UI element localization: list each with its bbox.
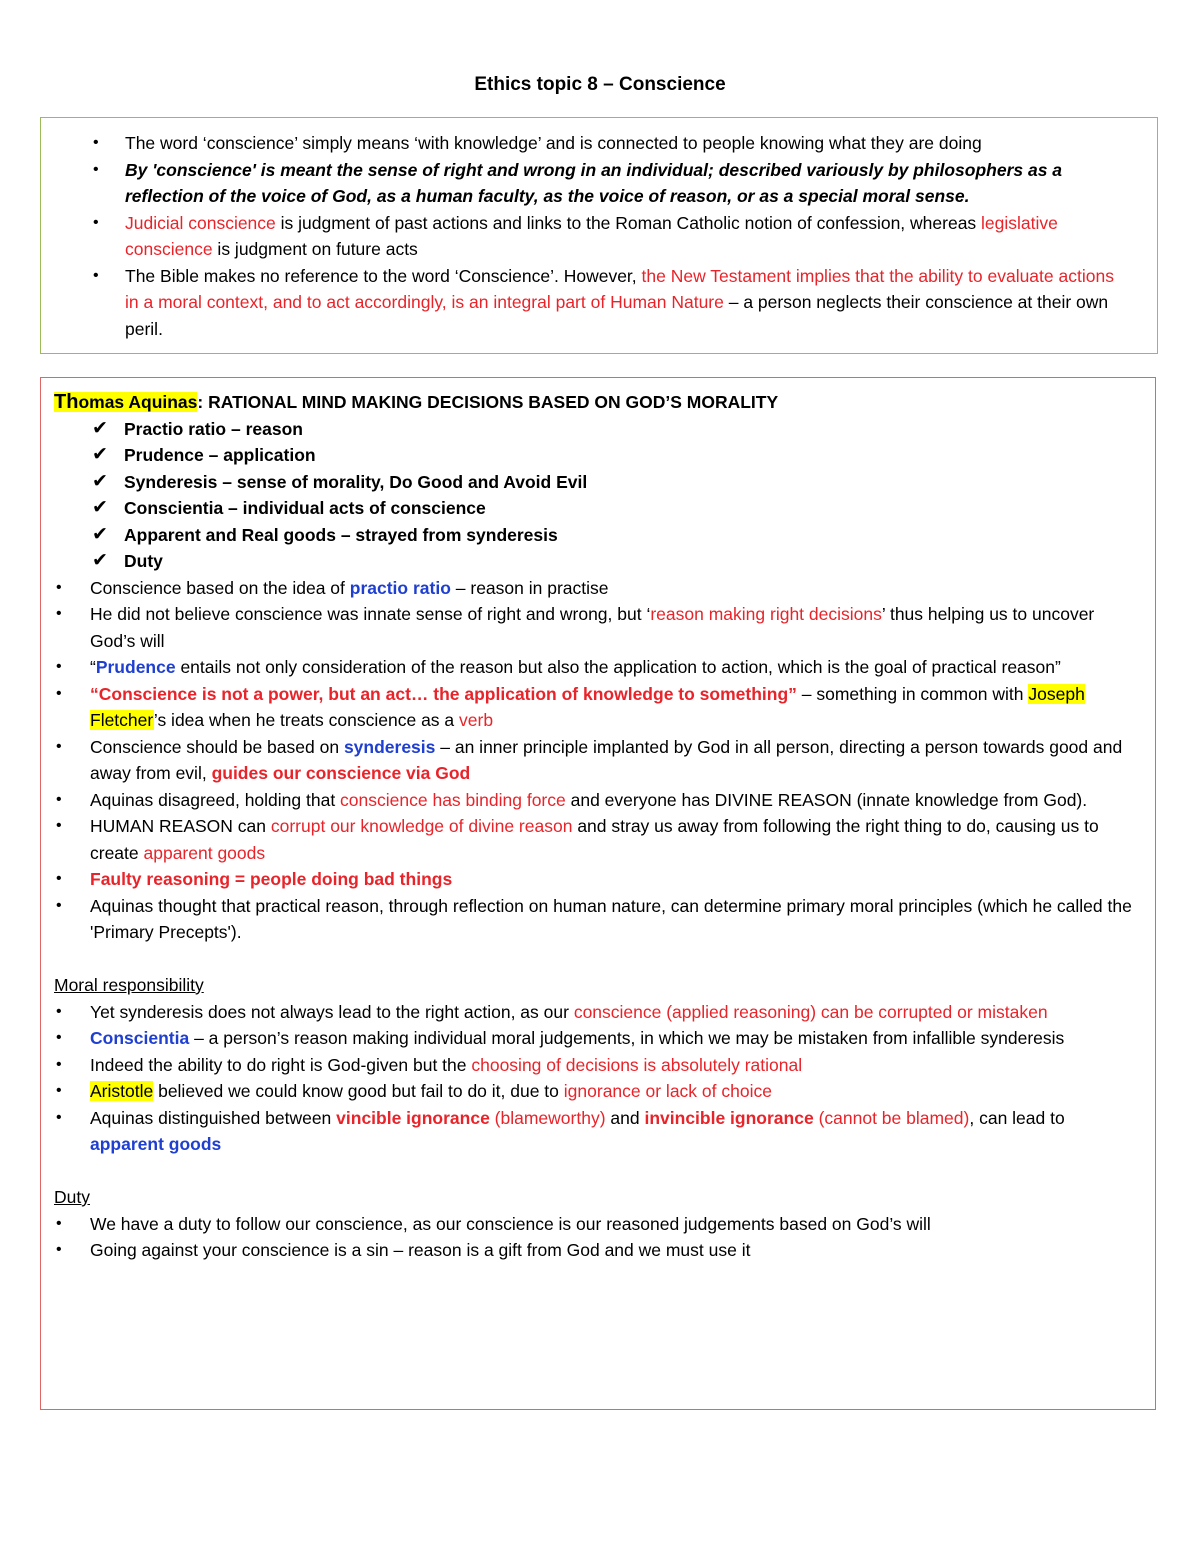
text-run: Conscience should be based on [90, 736, 344, 757]
text-run: – a person neglects their conscience at their own peril. [125, 292, 1109, 339]
duty-points [54, 1211, 1141, 1264]
bullet-item [54, 866, 1141, 893]
bullet-item [93, 130, 1127, 157]
text-run: corrupt our knowledge of divine reason [270, 816, 573, 836]
text-run: and everyone has DIVINE REASON (innate knowledge from God). [565, 789, 1088, 810]
text-run: Judicial conscience [125, 212, 276, 233]
bullet-icon: • [56, 1241, 62, 1258]
aquinas-box [40, 377, 1156, 1410]
text-run: ’ thus helping us to uncover God’s will [90, 604, 1095, 651]
tick-item: ✔ Duty [54, 548, 1141, 575]
text-run: , can lead to [969, 1107, 1065, 1128]
bullet-item [54, 1052, 1141, 1079]
text-run: verb [459, 710, 494, 730]
bullet-icon: • [56, 817, 62, 834]
text-run: invincible ignorance [644, 1107, 814, 1128]
bullet-item [54, 1105, 1141, 1158]
text-run: Aquinas thought that practical reason, through reflection on human nature, can determine primary moral principles (which he called the 'Primary Precepts'). [90, 895, 1132, 942]
text-run: – a person’s reason making individual moral judgements, in which we may be mistaken from infallible synderesis [189, 1028, 1065, 1048]
text-run: believed we could know good but fail to do it, due to [153, 1081, 564, 1101]
text-run: Faulty reasoning = people doing bad things [90, 869, 453, 889]
bullet-item [54, 681, 1141, 734]
bullet-item [54, 1025, 1141, 1052]
bullet-item [54, 601, 1141, 654]
document-title: Ethics topic 8 – Conscience [474, 74, 726, 95]
text-run: and stray us away from following the right thing to do, causing us to create [90, 816, 1099, 863]
text-run: Conscience based on the idea of [90, 577, 350, 598]
checkmark-icon: ✔ [92, 417, 108, 439]
checkmark-icon: ✔ [92, 550, 108, 571]
text-run: ignorance or lack of choice [563, 1081, 772, 1101]
bullet-item [54, 734, 1141, 787]
bullet-icon: • [56, 658, 62, 675]
bullet-item [93, 210, 1127, 263]
text-run: “Conscience is not a power, but an act… the application of knowledge to something” [90, 683, 797, 704]
text-run: “ [90, 657, 96, 677]
text-run: Indeed the ability to do right is God-given but the [90, 1054, 472, 1075]
text-run: is judgment on future acts [212, 239, 418, 259]
checkmark-icon: ✔ [92, 497, 108, 518]
text-run: – something in common with [796, 683, 1029, 704]
text-run: synderesis [343, 736, 436, 757]
tick-item: ✔ Apparent and Real goods – strayed from synderesis [54, 522, 1141, 549]
bullet-icon: • [56, 684, 62, 702]
bullet-icon: • [56, 1029, 62, 1046]
text-run: The Bible makes no reference to the word ‘Conscience’. However, [125, 265, 642, 286]
duty-heading: Duty [54, 1187, 90, 1207]
intro-list [93, 130, 1127, 342]
tick-item: ✔ Practio ratio – reason [54, 416, 1141, 443]
text-run: – reason in practise [450, 577, 609, 598]
text-run: vincible ignorance [336, 1107, 490, 1128]
bullet-icon: • [56, 1055, 62, 1073]
text-run: apparent goods [143, 842, 266, 863]
bullet-icon: • [56, 896, 62, 914]
text-run: Conscientia [90, 1028, 190, 1048]
bullet-icon: • [56, 1214, 62, 1232]
text-run: Joseph Fletcher [90, 683, 1085, 730]
text-run: the New Testament implies that the ability to evaluate actions in a moral context, and to act accordingly, is an integral part of Human Nature [125, 265, 1114, 312]
checkmark-icon: ✔ [92, 444, 108, 465]
bullet-icon: • [56, 870, 62, 887]
text-run: entails not only consideration of the reason but also the application to action, which is the goal of practical reason” [175, 657, 1061, 677]
intro-box [40, 117, 1158, 354]
bullet-item [54, 654, 1141, 681]
text-run: The word ‘conscience’ simply means ‘with knowledge’ and is connected to people knowing what they are doing [125, 133, 982, 153]
moral-responsibility-heading: Moral responsibility [54, 975, 204, 995]
bullet-item [54, 1237, 1141, 1264]
bullet-icon: • [56, 605, 62, 622]
tick-item: ✔ Conscientia – individual acts of conscience [54, 495, 1141, 522]
text-run: Aristotle [90, 1081, 154, 1101]
bullet-icon: • [93, 213, 99, 231]
aquinas-heading: Thomas Aquinas: RATIONAL MIND MAKING DECISIONS BASED ON GOD’S MORALITY [54, 391, 779, 413]
bullet-item [54, 813, 1141, 866]
bullet-item [54, 893, 1141, 946]
text-run: is judgment of past actions and links to the Roman Catholic notion of confession, whereas [275, 212, 982, 233]
tick-item: ✔ Synderesis – sense of morality, Do Good and Avoid Evil [54, 469, 1141, 496]
text-run: Going against your conscience is a sin – reason is a gift from God and we must use it [90, 1240, 751, 1260]
text-run: conscience (applied reasoning) can be corrupted or mistaken [573, 1001, 1048, 1022]
text-run: guides our conscience via God [211, 763, 471, 783]
checkmark-icon: ✔ [92, 523, 108, 545]
text-run: HUMAN REASON can [90, 816, 271, 836]
aquinas-ticks [54, 416, 1141, 575]
aquinas-name: Thomas Aquinas [54, 391, 198, 413]
text-run: reason making right decisions [650, 604, 882, 624]
tick-item: ✔ Prudence – application [54, 442, 1141, 469]
checkmark-icon: ✔ [92, 470, 108, 492]
bullet-item [54, 999, 1141, 1026]
text-run: practio ratio [349, 577, 451, 598]
bullet-item [54, 575, 1141, 602]
text-run: choosing of decisions is absolutely rational [471, 1054, 803, 1075]
text-run: Prudence [95, 657, 176, 677]
bullet-icon: • [56, 1002, 62, 1020]
text-run: legislative conscience [125, 212, 1058, 259]
text-run: – an inner principle implanted by God in all person, directing a person towards good and away from evil, [90, 736, 1123, 783]
bullet-icon: • [93, 134, 99, 151]
bullet-icon: • [56, 1082, 62, 1099]
bullet-icon: • [56, 790, 62, 808]
text-run: apparent goods [90, 1134, 222, 1154]
text-run: Aquinas distinguished between [90, 1107, 337, 1128]
aquinas-points [54, 575, 1141, 946]
bullet-icon: • [93, 266, 99, 284]
bullet-item [54, 1211, 1141, 1238]
text-run: (cannot be blamed) [813, 1107, 970, 1128]
text-run: He did not believe conscience was innate sense of right and wrong, but ‘ [90, 604, 651, 624]
bullet-icon: • [56, 737, 62, 755]
bullet-item [54, 1078, 1141, 1105]
bullet-icon: • [56, 578, 62, 596]
bullet-item [93, 263, 1127, 343]
bullet-item [93, 157, 1127, 210]
text-run: We have a duty to follow our conscience, as our conscience is our reasoned judgements based on God’s will [90, 1213, 931, 1234]
text-run: and [605, 1107, 645, 1128]
bullet-icon: • [93, 160, 99, 178]
text-run: Aquinas disagreed, holding that [90, 789, 341, 810]
text-run: ’s idea when he treats conscience as a [153, 710, 460, 730]
bullet-icon: • [56, 1108, 62, 1126]
text-run: conscience has binding force [340, 789, 566, 810]
text-run: (blameworthy) [489, 1107, 606, 1128]
text-run: Yet synderesis does not always lead to the right action, as our [90, 1001, 574, 1022]
bullet-item [54, 787, 1141, 814]
text-run: By 'conscience' is meant the sense of right and wrong in an individual; described variously by philosophers as a reflection of the voice of God, as a human faculty, as the voice of reason, or as a special moral sense. [125, 159, 1063, 206]
moral-points [54, 999, 1141, 1158]
